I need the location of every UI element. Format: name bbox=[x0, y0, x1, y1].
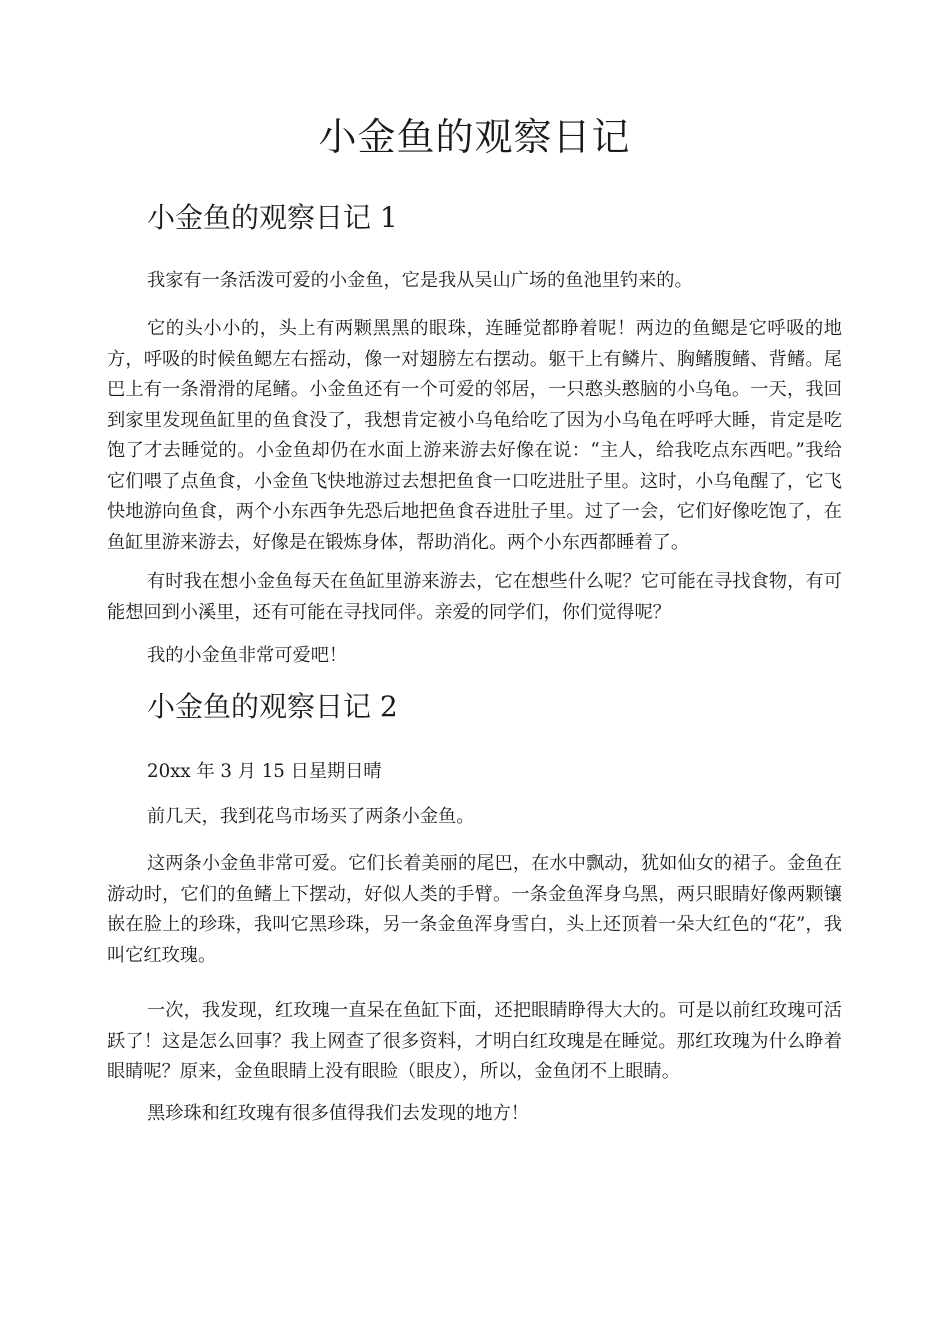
section-1-paragraph-3: 有时我在想小金鱼每天在鱼缸里游来游去，它在想些什么呢？它可能在寻找食物，有可能想回到小溪里，还有可能在寻找同伴。亲爱的同学们，你们觉得呢？ bbox=[107, 571, 842, 623]
section-2-paragraph-3: 一次，我发现，红玫瑰一直呆在鱼缸下面，还把眼睛睁得大大的。可是以前红玫瑰可活跃了！这是怎么回事？我上网查了很多资料，才明白红玫瑰是在睡觉。那红玫瑰为什么睁着眼睛呢？原来，金鱼眼睛上没有眼睑（眼皮），所以，金鱼闭不上眼睛。 bbox=[107, 1000, 842, 1082]
section-1-paragraph-2: 它的头小小的，头上有两颗黑黑的眼珠，连睡觉都睁着呢！两边的鱼鳃是它呼吸的地方，呼吸的时候鱼鳃左右摇动，像一对翅膀左右摆动。躯干上有鳞片、胸鳍腹鳍、背鳍。尾巴上有一条滑滑的尾鳍。小金鱼还有一个可爱的邻居，一只憨头憨脑的小乌龟。一天，我回到家里发现鱼缸里的鱼食没了，我想肯定被小乌龟给吃了因为小乌龟在呼呼大睡，肯定是吃饱了才去睡觉的。小金鱼却仍在水面上游来游去好像在说：“主人，给我吃点东西吧。”我给它们喂了点鱼食，小金鱼飞快地游过去想把鱼食一口吃进肚子里。这时，小乌龟醒了，它飞快地游向鱼食，两个小东西争先恐后地把鱼食吞进肚子里。过了一会，它们好像吃饱了，在鱼缸里游来游去，好像是在锻炼身体，帮助消化。两个小东西都睡着了。 bbox=[107, 318, 842, 553]
document-title: 小金鱼的观察日记 bbox=[318, 115, 631, 159]
section-2-heading: 小金鱼的观察日记 2 bbox=[147, 690, 398, 723]
section-2-date: 20xx 年 3 月 15 日星期日晴 bbox=[147, 761, 382, 782]
section-2-paragraph-2: 这两条小金鱼非常可爱。它们长着美丽的尾巴，在水中飘动，犹如仙女的裙子。金鱼在游动时，它们的鱼鳍上下摆动，好似人类的手臂。一条金鱼浑身乌黑，两只眼睛好像两颗镶嵌在脸上的珍珠，我叫它黑珍珠，另一条金鱼浑身雪白，头上还顶着一朵大红色的“花”，我叫它红玫瑰。 bbox=[107, 853, 842, 966]
section-1-paragraph-4: 我的小金鱼非常可爱吧！ bbox=[147, 645, 348, 666]
section-2-paragraph-4: 黑珍珠和红玫瑰有很多值得我们去发现的地方！ bbox=[147, 1103, 529, 1124]
section-1-paragraph-1: 我家有一条活泼可爱的小金鱼，它是我从吴山广场的鱼池里钓来的。 bbox=[147, 270, 693, 291]
section-2-paragraph-1: 前几天，我到花鸟市场买了两条小金鱼。 bbox=[147, 806, 475, 827]
section-1-heading: 小金鱼的观察日记 1 bbox=[147, 201, 398, 234]
